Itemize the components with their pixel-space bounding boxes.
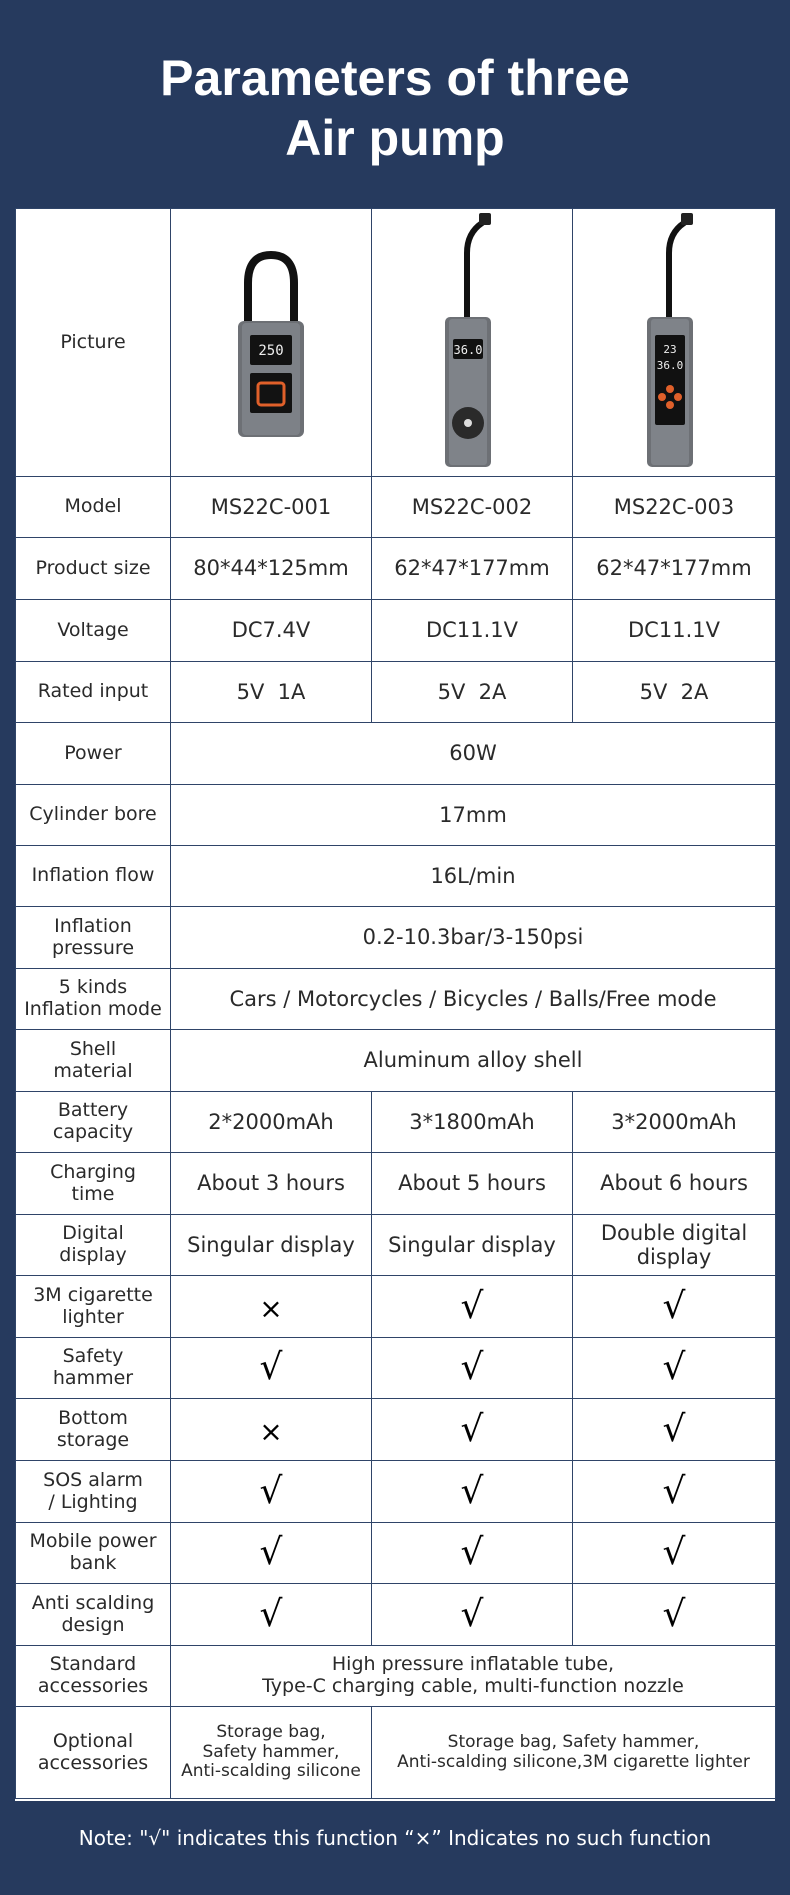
check-mark: √ [573, 1338, 776, 1399]
label-standard-accessories [16, 1646, 171, 1707]
check-mark: √ [171, 1338, 372, 1399]
label-inflation-pressure [16, 907, 171, 969]
title-line-1: Parameters of three [160, 50, 630, 106]
label-line: capacity [52, 1121, 134, 1143]
label-line: Digital [62, 1222, 124, 1245]
check-mark: √ [573, 1461, 776, 1523]
footnote: Note: "√" indicates this function “×” Indicates no such function [78, 1826, 712, 1850]
row-rated-input [16, 662, 776, 723]
optional-line: Anti-scalding silicone,3M cigarette lighter [397, 1751, 750, 1772]
label-line: Bottom [58, 1406, 128, 1429]
label-product-size: Product size [16, 538, 171, 600]
row-shell-material [16, 1030, 776, 1092]
cross-mark [171, 1399, 372, 1461]
row-mobile-power-bank [16, 1523, 776, 1584]
check-mark: √ [372, 1338, 573, 1399]
label-optional-accessories [16, 1707, 171, 1799]
battery-2: 3*1800mAh [372, 1092, 573, 1153]
rated-input-1: 5V 1A [171, 662, 372, 723]
standard-line: High pressure inflatable tube, [331, 1653, 615, 1676]
cross-mark [171, 1276, 372, 1338]
title-line-2: Air pump [285, 110, 505, 166]
page-title [0, 48, 790, 168]
flow-value: 16L/min [171, 846, 776, 907]
power-value: 60W [171, 723, 776, 785]
check-mark: √ [372, 1584, 573, 1646]
label-line: accessories [37, 1751, 149, 1774]
row-optional-accessories [16, 1707, 776, 1799]
row-inflation-flow [16, 846, 776, 907]
label-line: bank [69, 1552, 117, 1574]
optional-line: Storage bag, [216, 1722, 326, 1743]
label-bottom-storage [16, 1399, 171, 1461]
label-line: time [71, 1182, 115, 1205]
check-mark: √ [372, 1399, 573, 1461]
label-line: / Lighting [48, 1490, 138, 1513]
rated-input-3: 5V 2A [573, 662, 776, 723]
screen-reading-1: 250 [258, 342, 284, 359]
handle-pump-image [226, 243, 316, 443]
row-standard-accessories [16, 1646, 776, 1707]
label-rated-input: Rated input [16, 662, 171, 723]
row-voltage [16, 600, 776, 662]
screen-reading-3a: 23 [663, 342, 677, 356]
row-power [16, 723, 776, 785]
label-line: SOS alarm [43, 1468, 143, 1491]
pressure-value: 0.2-10.3bar/3-150psi [171, 907, 776, 969]
check-mark: √ [573, 1523, 776, 1584]
hose-pump-single-image [427, 213, 517, 473]
label-mobile-power-bank [16, 1523, 171, 1584]
model-2: MS22C-002 [372, 477, 573, 538]
optional-line: Storage bag, Safety hammer, [447, 1731, 700, 1752]
model-3: MS22C-003 [573, 477, 776, 538]
cross-mark-glyph: × [259, 1291, 283, 1325]
label-power: Power [16, 723, 171, 785]
label-shell-material [16, 1030, 171, 1092]
label-line: Shell [69, 1037, 117, 1060]
check-mark: √ [171, 1523, 372, 1584]
voltage-2: DC11.1V [372, 600, 573, 662]
label-line: Optional [52, 1729, 134, 1752]
standard-line: Type-C charging cable, multi-function nozzle [262, 1675, 684, 1697]
label-model: Model [16, 477, 171, 538]
label-picture: Picture [16, 209, 171, 477]
label-line: Battery [57, 1099, 129, 1122]
row-product-size [16, 538, 776, 600]
check-mark: √ [171, 1584, 372, 1646]
check-mark: √ [372, 1461, 573, 1523]
mode-value: Cars / Motorcycles / Bicycles / Balls/Free mode [171, 969, 776, 1030]
optional-line: Safety hammer, [202, 1741, 340, 1762]
label-line: display [59, 1244, 127, 1266]
row-inflation-pressure [16, 907, 776, 969]
optional-accessories-1 [171, 1707, 372, 1799]
label-voltage: Voltage [16, 600, 171, 662]
size-3: 62*47*177mm [573, 538, 776, 600]
battery-1: 2*2000mAh [171, 1092, 372, 1153]
row-cylinder-bore [16, 785, 776, 846]
voltage-1: DC7.4V [171, 600, 372, 662]
label-line: Safety [62, 1345, 124, 1368]
shell-value: Aluminum alloy shell [171, 1030, 776, 1092]
optional-accessories-2-3 [372, 1707, 776, 1799]
cross-mark-glyph: × [259, 1414, 283, 1448]
label-line: Anti scalding [31, 1591, 155, 1614]
pump-image-3 [573, 209, 776, 477]
check-mark: √ [573, 1584, 776, 1646]
voltage-3: DC11.1V [573, 600, 776, 662]
display-3 [573, 1215, 776, 1276]
rated-input-2: 5V 2A [372, 662, 573, 723]
row-bottom-storage [16, 1399, 776, 1461]
label-line: hammer [52, 1367, 134, 1389]
label-line: 5 kinds [58, 976, 128, 999]
check-mark: √ [171, 1461, 372, 1523]
label-inflation-flow: Inflation flow [16, 846, 171, 907]
display-3-line: display [636, 1245, 712, 1269]
label-anti-scalding [16, 1584, 171, 1646]
row-sos-lighting [16, 1461, 776, 1523]
battery-3: 3*2000mAh [573, 1092, 776, 1153]
size-2: 62*47*177mm [372, 538, 573, 600]
label-line: Charging [50, 1160, 136, 1183]
row-cigarette-lighter [16, 1276, 776, 1338]
pump-image-2 [372, 209, 573, 477]
charging-1: About 3 hours [171, 1153, 372, 1215]
optional-line: Anti-scalding silicone [181, 1761, 361, 1782]
label-cylinder-bore: Cylinder bore [16, 785, 171, 846]
label-safety-hammer [16, 1338, 171, 1399]
label-line: lighter [62, 1305, 124, 1328]
label-line: storage [56, 1428, 130, 1451]
row-model [16, 477, 776, 538]
check-mark: √ [573, 1276, 776, 1338]
display-1: Singular display [171, 1215, 372, 1276]
label-battery-capacity [16, 1092, 171, 1153]
pump-image-1 [171, 209, 372, 477]
hose-pump-double-image [629, 213, 719, 473]
label-line: Mobile power [29, 1530, 157, 1553]
charging-2: About 5 hours [372, 1153, 573, 1215]
label-digital-display [16, 1215, 171, 1276]
label-charging-time [16, 1153, 171, 1215]
label-line: Inflation [54, 914, 132, 937]
row-safety-hammer [16, 1338, 776, 1399]
display-2: Singular display [372, 1215, 573, 1276]
standard-accessories-value [171, 1646, 776, 1707]
label-line: Inflation mode [24, 998, 162, 1020]
parameters-table [15, 208, 775, 1801]
row-picture [16, 209, 776, 477]
screen-reading-3b: 36.0 [656, 358, 684, 372]
size-1: 80*44*125mm [171, 538, 372, 600]
check-mark: √ [372, 1523, 573, 1584]
row-anti-scalding [16, 1584, 776, 1646]
display-3-line: Double digital [600, 1220, 748, 1245]
label-line: material [53, 1059, 133, 1082]
row-battery-capacity [16, 1092, 776, 1153]
label-cigarette-lighter [16, 1276, 171, 1338]
row-charging-time [16, 1153, 776, 1215]
charging-3: About 6 hours [573, 1153, 776, 1215]
check-mark: √ [372, 1276, 573, 1338]
model-1: MS22C-001 [171, 477, 372, 538]
label-inflation-mode [16, 969, 171, 1030]
row-inflation-mode [16, 969, 776, 1030]
row-digital-display [16, 1215, 776, 1276]
label-line: Standard [49, 1653, 137, 1676]
screen-reading-2: 36.0 [453, 342, 483, 357]
label-line: design [61, 1613, 125, 1636]
label-sos-lighting [16, 1461, 171, 1523]
check-mark: √ [573, 1399, 776, 1461]
bore-value: 17mm [171, 785, 776, 846]
label-line: 3M cigarette [33, 1283, 153, 1306]
label-line: pressure [51, 936, 135, 959]
label-line: accessories [37, 1675, 149, 1697]
